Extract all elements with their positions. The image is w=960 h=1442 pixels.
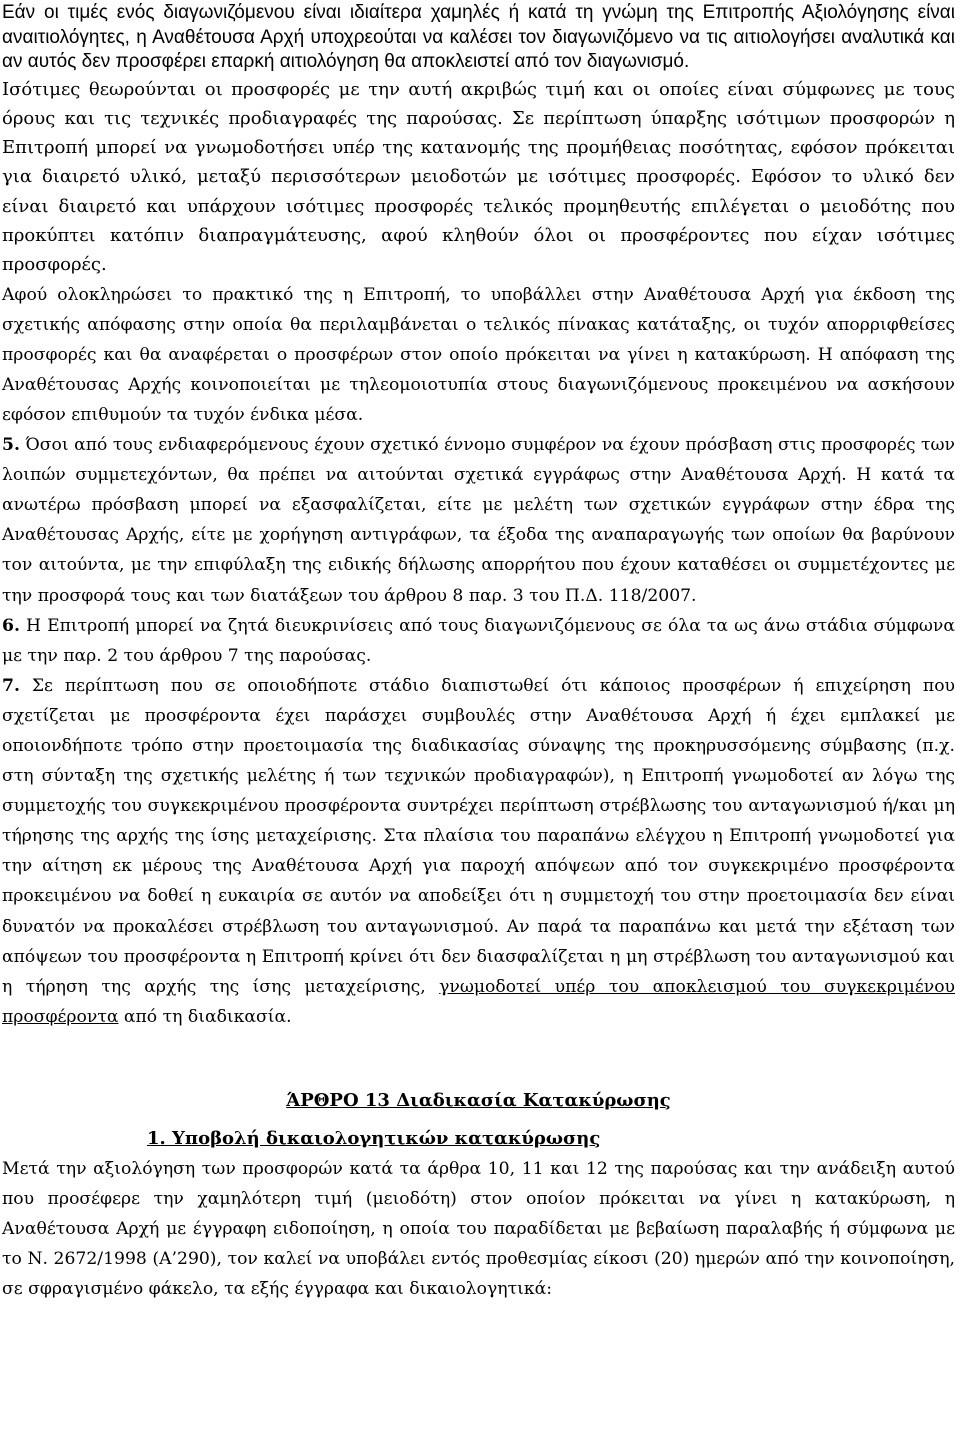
section-heading: 1. Υποβολή δικαιολογητικών κατακύρωσης (147, 1127, 601, 1149)
item-7-number: 7. (2, 675, 20, 696)
item-6-text: Η Επιτροπή μπορεί να ζητά διευκρινίσεις από τους διαγωνιζόμενους σε όλα τα ως άνω στάδια σύμφωνα με την παρ. 2 του άρθρου 7 της παρούσας. (2, 615, 955, 666)
item-6 (2, 611, 955, 671)
item-6-number: 6. (2, 615, 20, 636)
paragraph-minutes: Αφού ολοκληρώσει το πρακτικό της η Επιτροπή, το υποβάλλει στην Αναθέτουσα Αρχή για έκδοση της σχετικής απόφασης στην οποία θα περιλαμβάνεται ο τελικός πίνακας κατάταξης, οι τυχόν απορριφθείσες προσφορές και θα αναφέρεται ο προσφέρων στον οποίο πρόκειται να γίνει η κατακύρωση. Η απόφαση της Αναθέτουσας Αρχής κοινοποιείται με τηλεομοιοτυπία στους διαγωνιζόμενους προκειμένου να ασκήσουν εφόσον επιθυμούν τα τυχόν ένδικα μέσα. (2, 284, 955, 425)
paragraph-equal-offers: Ισότιμες θεωρούνται οι προσφορές με την αυτή ακριβώς τιμή και οι οποίες είναι σύμφωνες με τους όρους και τις τεχνικές προδιαγραφές της παρούσας. Σε περίπτωση ύπαρξης ισότιμων προσφορών η Επιτροπή μπορεί να γνωμοδοτήσει υπέρ της κατανομής της προμήθειας ποσότητας, εφόσον πρόκειται για διαιρετό υλικό, μεταξύ περισσότερων μειοδοτών με ισότιμες προσφορές. Εφόσον το υλικό δεν είναι διαιρετό και υπάρχουν ισότιμες προσφορές τελικός προμηθευτής επιλέγεται ο μειοδότης που προκύπτει κατόπιν διαπραγμάτευσης, αφού κληθούν όλοι οι προσφέροντες που είχαν ισότιμες προσφορές. (2, 78, 955, 276)
paragraph-final: Μετά την αξιολόγηση των προσφορών κατά τα άρθρα 10, 11 και 12 της παρούσας και την ανάδειξη αυτού που προσέφερε την χαμηλότερη τιμή (μειοδότη) στον οποίον πρόκειται να γίνει η κατακύρωση, η Αναθέτουσα Αρχή με έγγραφη ειδοποίηση, η οποία του παραδίδεται με βεβαίωση παραλαβής ή σύμφωνα με το Ν. 2672/1998 (Α’290), τον καλεί να υποβάλει εντός προθεσμίας είκοσι (20) ημερών από την κοινοποίηση, σε σφραγισμένο φάκελο, τα εξής έγγραφα και δικαιολογητικά: (2, 1158, 955, 1300)
spacer (2, 1032, 955, 1086)
paragraph-intro: Εάν οι τιμές ενός διαγωνιζόμενου είναι ιδιαίτερα χαμηλές ή κατά τη γνώμη της Επιτροπής Αξιολόγησης είναι αναιτιολόγητες, η Αναθέτουσα Αρχή υποχρεούται να καλέσει τον διαγωνιζόμενο να τις αιτιολογήσει αναλυτικά και αν αυτός δεν προσφέρει επαρκή αιτιολόγηση θα αποκλειστεί από τον διαγωνισμό. (2, 2, 955, 72)
item-7 (2, 671, 955, 1032)
item-7-underlined: γνωμοδοτεί υπέρ του αποκλεισμού του συγκεκριμένου προσφέροντα (2, 976, 955, 1027)
item-7-text-b: από τη διαδικασία. (118, 1006, 292, 1027)
article-heading: ΆΡΘΡΟ 13 Διαδικασία Κατακύρωσης (286, 1089, 671, 1111)
item-5-number: 5. (2, 435, 20, 456)
item-5-text: Όσοι από τους ενδιαφερόμενους έχουν σχετικό έννομο συμφέρον να έχουν πρόσβαση στις προσφορές των λοιπών συμμετεχόντων, θα πρέπει να αιτούνται σχετικά εγγράφως στην Αναθέτουσα Αρχή. Η κατά τα ανωτέρω πρόσβαση μπορεί να εξασφαλίζεται, είτε με μελέτη των σχετικών εγγράφων στην έδρα της Αναθέτουσας Αρχής, είτε με χορήγηση αντιγράφων, τα έξοδα της αναπαραγωγής των οποίων θα βαρύνουν τον αιτούντα, με την επιφύλαξη της ειδικής δήλωσης απορρήτου που έχουν καταθέσει οι συμμετέχοντες με την προσφορά τους και των διατάξεων του άρθρου 8 παρ. 3 του Π.Δ. 118/2007. (2, 435, 955, 606)
item-5 (2, 430, 955, 611)
item-7-text-a: Σε περίπτωση που σε οποιοδήποτε στάδιο διαπιστωθεί ότι κάποιος προσφέρων ή επιχείρηση που σχετίζεται με προσφέροντα έχει παράσχει συμβουλές στην Αναθέτουσα Αρχή ή έχει εμπλακεί με οποιονδήποτε τρόπο στην προετοιμασία της διαδικασίας σύναψης της προκηρυσσόμενης σύμβασης (π.χ. στη σύνταξη της σχετικής μελέτης ή των τεχνικών προδιαγραφών), η Επιτροπή γνωμοδοτεί αν λόγω της συμμετοχής του συγκεκριμένου προσφέροντα συντρέχει περίπτωση στρέβλωσης του ανταγωνισμού ή/και μη τήρησης της αρχής της ίσης μεταχείρισης. Στα πλαίσια του παραπάνω ελέγχου η Επιτροπή γνωμοδοτεί για την αίτηση εκ μέρους της Αναθέτουσα Αρχή για παροχή απόψεων από τον συγκεκριμένο προσφέροντα προκειμένου να δοθεί η ευκαιρία σε αυτόν να αποδείξει ότι η συμμετοχή του στην προετοιμασία δεν είναι δυνατόν να προκαλέσει στρέβλωση του ανταγωνισμού. Αν παρά τα παραπάνω και μετά την εξέταση των απόψεων του προσφέροντα η Επιτροπή κρίνει ότι δεν διασφαλίζεται η μη στρέβλωση του ανταγωνισμού και η τήρηση της αρχής της ίσης μεταχείρισης, (2, 675, 955, 997)
